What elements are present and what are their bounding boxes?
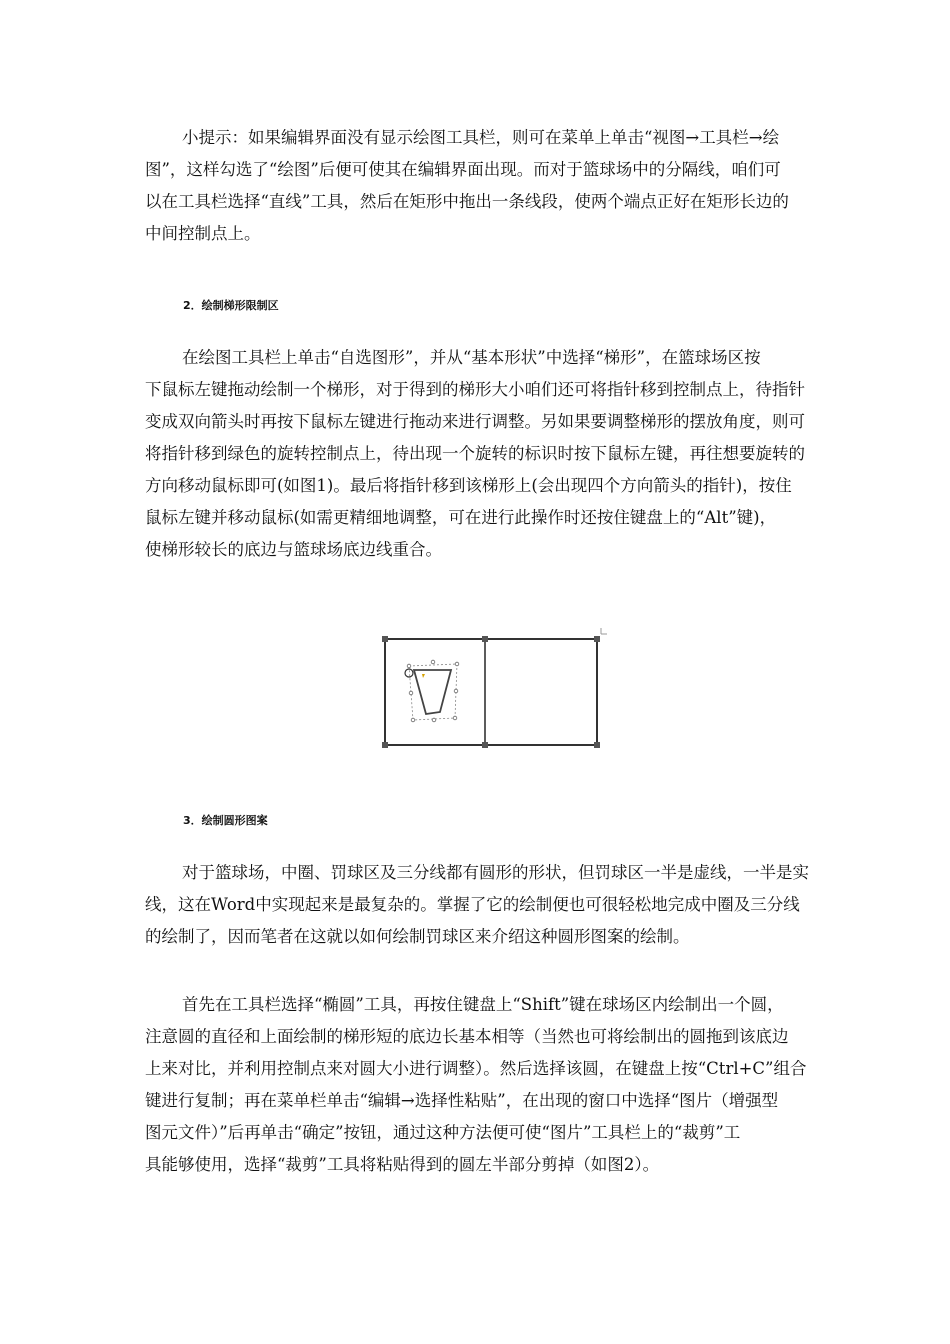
paragraph-circle-intro xyxy=(145,857,813,953)
paragraph-line: 注意圆的直径和上面绘制的梯形短的底边长基本相等（当然也可将绘制出的圆拖到该底边 xyxy=(145,1027,789,1046)
adjust-handle-icon xyxy=(422,674,425,678)
rotation-handle-icon xyxy=(405,669,413,677)
paragraph-line: 线，这在Word中实现起来是最复杂的。掌握了它的绘制便也可很轻松地完成中圈及三分线 xyxy=(145,895,800,914)
paragraph-line: 上来对比，并利用控制点来对圆大小进行调整）。然后选择该圆，在键盘上按“Ctrl+C”组合 xyxy=(145,1059,807,1078)
paragraph-line: 图”，这样勾选了“绘图”后便可使其在编辑界面出现。而对于篮球场中的分隔线，咱们可 xyxy=(145,160,781,179)
paragraph-line: 中间控制点上。 xyxy=(145,224,261,243)
trapezoid-shape xyxy=(414,670,451,714)
paragraph-line: 的绘制了，因而笔者在这就以如何绘制罚球区来介绍这种圆形图案的绘制。 xyxy=(145,927,690,946)
paragraph-line: 下鼠标左键拖动绘制一个梯形，对于得到的梯形大小咱们还可将指针移到控制点上，待指针 xyxy=(145,380,805,399)
paragraph-line: 在绘图工具栏上单击“自选图形”，并从“基本形状”中选择“梯形”，在篮球场区按 xyxy=(182,348,761,367)
paragraph-line: 变成双向箭头时再按下鼠标左键进行拖动来进行调整。另如果要调整梯形的摆放角度，则可 xyxy=(145,412,805,431)
selection-handles xyxy=(382,636,600,748)
section-heading-circle: 3．绘制圆形图案 xyxy=(183,814,268,827)
paragraph-line: 使梯形较长的底边与篮球场底边线重合。 xyxy=(145,540,442,559)
paragraph-tip xyxy=(145,122,813,250)
paragraph-line: 对于篮球场，中圈、罚球区及三分线都有圆形的形状，但罚球区一半是虚线，一半是实 xyxy=(182,863,809,882)
paragraph-line: 键进行复制；再在菜单栏单击“编辑→选择性粘贴”，在出现的窗口中选择“图片（增强型 xyxy=(145,1091,779,1110)
paragraph-line: 具能够使用，选择“裁剪”工具将粘贴得到的圆左半部分剪掉（如图2）。 xyxy=(145,1155,660,1174)
paragraph-trapezoid xyxy=(145,342,813,566)
paragraph-line: 将指针移到绿色的旋转控制点上，待出现一个旋转的标识时按下鼠标左键，再往想要旋转的 xyxy=(145,444,805,463)
court-outline xyxy=(385,639,597,745)
paragraph-line: 小提示：如果编辑界面没有显示绘图工具栏，则可在菜单上单击“视图→工具栏→绘 xyxy=(182,128,780,147)
figure-court-trapezoid xyxy=(382,628,612,748)
paragraph-line: 图元文件）”后再单击“确定”按钮，通过这种方法便可使“图片”工具栏上的“裁剪”工 xyxy=(145,1123,741,1142)
paragraph-line: 方向移动鼠标即可(如图1)。最后将指针移到该梯形上(会出现四个方向箭头的指针)，按住 xyxy=(145,476,792,495)
paragraph-circle-steps xyxy=(145,989,813,1181)
paragraph-line: 以在工具栏选择“直线”工具，然后在矩形中拖出一条线段，使两个端点正好在矩形长边的 xyxy=(145,192,789,211)
paragraph-line: 鼠标左键并移动鼠标(如需更精细地调整，可在进行此操作时还按住键盘上的“Alt”键)， xyxy=(145,508,777,527)
section-heading-trapezoid: 2．绘制梯形限制区 xyxy=(183,299,279,312)
paragraph-line: 首先在工具栏选择“椭圆”工具，再按住键盘上“Shift”键在球场区内绘制出一个圆， xyxy=(182,995,784,1014)
